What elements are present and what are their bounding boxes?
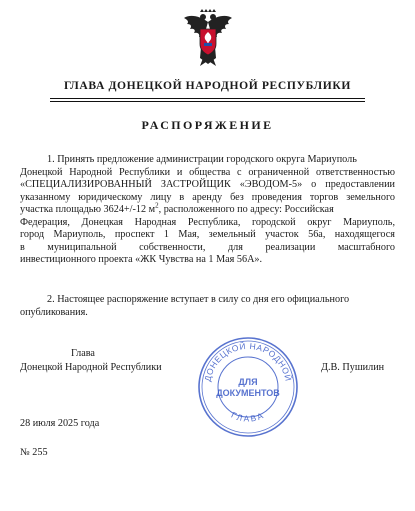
p1-line-3: «СПЕЦИАЛИЗИРОВАННЫЙ ЗАСТРОЙЩИК «ЭВОДОМ-5» о предоставлении: [20, 179, 395, 190]
stamp-ring-bottom: ГЛАВА: [229, 409, 267, 424]
signatory-name: Д.В. Пушилин: [321, 362, 385, 373]
signatory-role-org: Донецкой Народной Республики: [20, 362, 162, 373]
coat-of-arms-icon: [182, 8, 234, 70]
stamp-center-2: ДОКУМЕНТОВ: [216, 388, 280, 398]
p2-line-1: 2. Настоящее распоряжение вступает в силу со дня его официального: [47, 294, 350, 305]
p1-line-1: 1. Принять предложение администрации городского округа Мариуполь: [47, 154, 357, 165]
p2-line-2: опубликования.: [20, 306, 88, 318]
document-number: № 255: [20, 447, 48, 458]
p1-line-9: инвестиционного проекта «ЖК Чувства на 1 Мая 56А».: [20, 254, 263, 265]
header-rule-thick: [50, 98, 365, 99]
stamp-ring-top: ДОНЕЦКОЙ НАРОДНОЙ: [202, 340, 294, 383]
signatory-role-title: Глава: [71, 348, 95, 359]
header-rule-thin: [50, 101, 365, 102]
official-stamp: [196, 335, 300, 439]
p1-line-5: [20, 201, 395, 217]
p1-line-2: Донецкой Народной Республики и общества с ограниченной ответственностью: [20, 166, 395, 178]
p1-line-5b: , расположенного по адресу: Российская: [158, 204, 334, 215]
paragraph-2: [20, 294, 395, 319]
p1-line-8: в муниципальной собственности, для реализации масштабного: [20, 241, 395, 253]
document-date: 28 июля 2025 года: [20, 418, 100, 429]
area-superscript: 2: [155, 201, 159, 210]
paragraph-1: [20, 154, 395, 267]
document-type: РАСПОРЯЖЕНИЕ: [141, 118, 274, 132]
p1-line-6: Федерация, Донецкая Народная Республика, городской округ Мариуполь,: [20, 216, 395, 228]
svg-text:ГЛАВА: [230, 410, 267, 424]
p1-line-4: указанному юридическому лицу в аренду без проведения торгов земельного: [20, 191, 395, 203]
stamp-center-1: ДЛЯ: [238, 377, 258, 387]
org-title: ГЛАВА ДОНЕЦКОЙ НАРОДНОЙ РЕСПУБЛИКИ: [63, 79, 352, 92]
p1-line-5a: участка площадью 3624+/-12 м: [20, 204, 156, 215]
p1-line-7: город Мариуполь, проспект 1 Мая, земельный участок 56а, находящегося: [20, 229, 395, 240]
